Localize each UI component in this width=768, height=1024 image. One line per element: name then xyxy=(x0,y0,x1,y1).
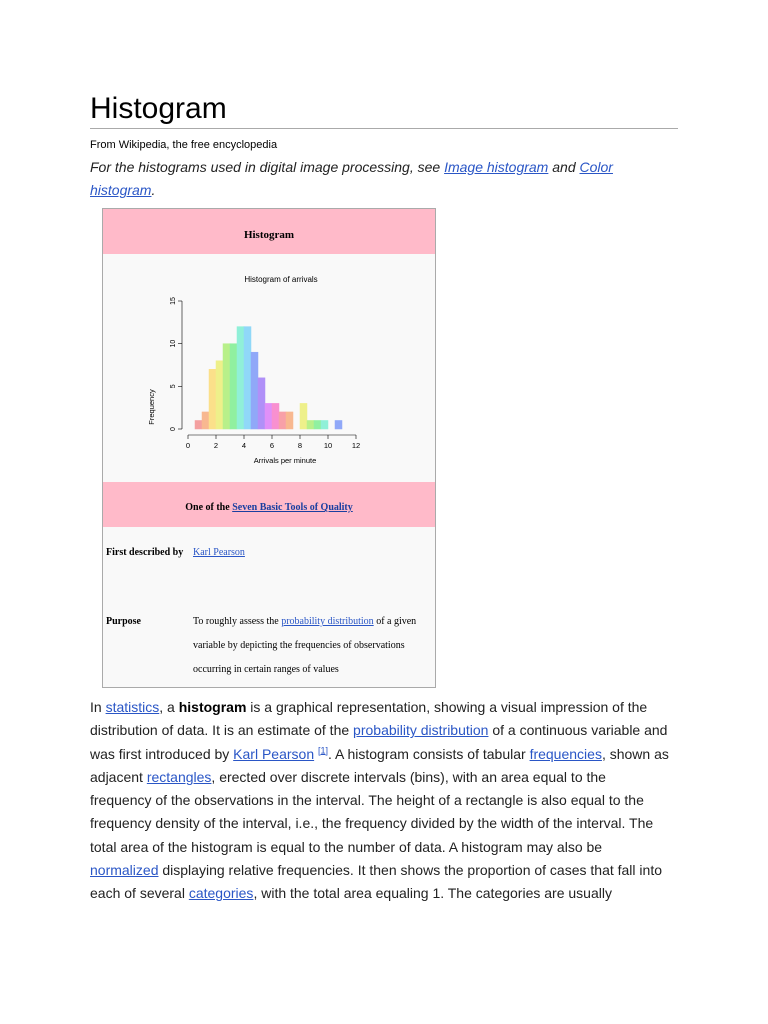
x-tick-label: 10 xyxy=(323,441,333,450)
histogram-bar-9 xyxy=(258,378,265,429)
purpose-value xyxy=(193,610,421,682)
x-tick-label: 8 xyxy=(297,441,303,450)
tagline: From Wikipedia, the free encyclopedia xyxy=(90,139,278,151)
x-tick-label: 0 xyxy=(185,441,191,450)
histogram-bar-17 xyxy=(314,420,321,429)
histogram-bars xyxy=(195,327,342,429)
y-axis-label: Frequency xyxy=(147,389,156,425)
title-divider xyxy=(90,128,678,129)
histogram-bar-0 xyxy=(195,420,202,429)
histogram-bar-15 xyxy=(300,403,307,429)
histogram-chart xyxy=(103,259,435,479)
article-text: , a xyxy=(159,699,179,715)
x-axis-label: Arrivals per minute xyxy=(253,456,317,465)
histogram-bar-10 xyxy=(265,403,272,429)
article-text: displaying relative frequencies. It then shows the proportion of cases that fall into each of several xyxy=(90,862,662,902)
hatnote-middle: and xyxy=(548,159,580,175)
histogram-bar-6 xyxy=(237,327,244,429)
purpose-label: Purpose xyxy=(106,616,141,627)
y-tick-label: 5 xyxy=(170,384,177,389)
histogram-bar-13 xyxy=(286,412,293,429)
article-text: of a continuous variable and was first introduced by xyxy=(90,722,668,762)
color-histogram-link[interactable]: Color histogram xyxy=(90,159,613,198)
article-text: , with the total area equaling 1. The categories are usually xyxy=(253,885,612,902)
histogram-bar-1 xyxy=(202,412,209,429)
article-link[interactable]: categories xyxy=(188,885,254,902)
y-tick-label: 15 xyxy=(170,297,177,305)
purpose-suffix: of a given variable by depicting the frequencies of observations occurring in certain ranges of values xyxy=(193,616,417,675)
probability-distribution-infobox-link[interactable]: probability distribution xyxy=(281,616,374,627)
histogram-bar-16 xyxy=(307,420,314,429)
infobox xyxy=(102,208,436,688)
citation-link[interactable]: [1] xyxy=(318,744,329,755)
article-bold-term: histogram xyxy=(178,699,247,715)
y-tick-label: 0 xyxy=(170,427,177,431)
page-title: Histogram xyxy=(90,92,227,125)
hatnote-prefix: For the histograms used in digital image processing, see xyxy=(90,159,445,175)
karl-pearson-infobox-link[interactable]: Karl Pearson xyxy=(193,547,245,558)
x-tick-label: 12 xyxy=(351,441,361,450)
article-link[interactable]: statistics xyxy=(105,699,160,715)
article-link[interactable]: normalized xyxy=(90,862,159,879)
histogram-bar-3 xyxy=(216,361,223,429)
histogram-bar-11 xyxy=(272,403,279,429)
first-described-label: First described by xyxy=(106,547,184,558)
first-described-value xyxy=(193,541,421,565)
seven-tools-link[interactable]: Seven Basic Tools of Quality xyxy=(232,502,353,513)
histogram-bar-8 xyxy=(251,352,258,429)
infobox-tools-header xyxy=(103,482,435,527)
article-text: , shown as adjacent xyxy=(90,745,669,785)
article-text: is a graphical representation, showing a visual impression of the distribution of data. It is an estimate of the xyxy=(90,699,648,739)
chart-title: Histogram of arrivals xyxy=(244,275,318,284)
article-link[interactable]: probability distribution xyxy=(353,722,489,739)
purpose-prefix: To roughly assess the xyxy=(193,616,282,627)
article-text: , erected over discrete intervals (bins), with an area equal to the frequency of the observations in the interval. The height of a rectangle is also equal to the frequency density of the interval, i.e., the frequency divided by the width of the interval. The total area of the histogram is equal to the number of data. A histogram may also be xyxy=(90,768,654,855)
histogram-bar-18 xyxy=(321,420,328,429)
y-tick-label: 10 xyxy=(170,339,177,348)
article-link[interactable]: Karl Pearson xyxy=(233,745,315,762)
image-histogram-link[interactable]: Image histogram xyxy=(444,159,549,175)
tools-prefix: One of the xyxy=(185,502,233,513)
x-tick-label: 4 xyxy=(241,441,247,450)
article-link[interactable]: rectangles xyxy=(146,768,212,785)
article-paragraph xyxy=(90,696,670,906)
hatnote-suffix: . xyxy=(151,182,156,198)
histogram-bar-7 xyxy=(244,327,251,429)
hatnote xyxy=(90,156,660,202)
x-tick-label: 6 xyxy=(269,441,275,450)
article-text: In xyxy=(90,699,106,715)
histogram-bar-12 xyxy=(279,412,286,429)
article-link[interactable]: frequencies xyxy=(529,745,602,762)
histogram-bar-20 xyxy=(335,420,342,429)
histogram-bar-2 xyxy=(209,369,216,429)
infobox-title: Histogram xyxy=(103,209,435,254)
x-tick-label: 2 xyxy=(213,441,219,450)
article-text: . A histogram consists of tabular xyxy=(328,745,530,762)
histogram-bar-5 xyxy=(230,344,237,429)
histogram-bar-4 xyxy=(223,344,230,429)
